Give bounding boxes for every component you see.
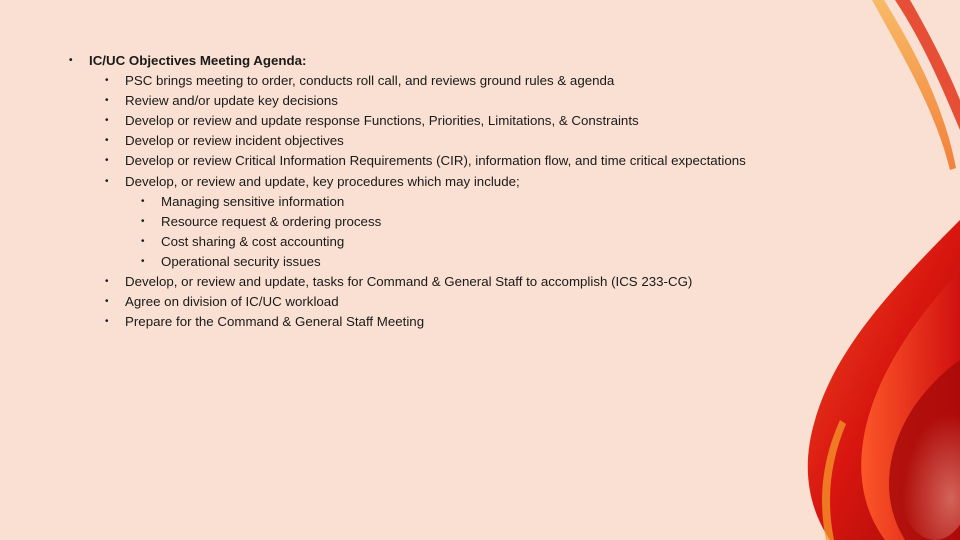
bullet: • bbox=[69, 55, 73, 66]
bullet: • bbox=[105, 296, 109, 308]
agenda-heading-line bbox=[62, 51, 822, 71]
bullet: • bbox=[141, 255, 145, 267]
bullet: • bbox=[105, 175, 109, 187]
agenda-item-text: Develop or review and update response Functions, Priorities, Limitations, & Constraints bbox=[125, 113, 639, 129]
bullet: • bbox=[141, 195, 145, 207]
agenda-item-text: Review and/or update key decisions bbox=[125, 93, 338, 109]
bullet: • bbox=[105, 95, 109, 107]
agenda-item bbox=[62, 131, 822, 151]
agenda-subitem bbox=[62, 252, 822, 272]
agenda-item-text: Develop, or review and update, tasks for Command & General Staff to accomplish (ICS 233-CG) bbox=[125, 274, 693, 290]
agenda-item-text: Develop or review incident objectives bbox=[125, 133, 344, 149]
agenda-item bbox=[62, 312, 822, 332]
bullet: • bbox=[105, 155, 109, 167]
agenda-heading: IC/UC Objectives Meeting Agenda: bbox=[89, 53, 307, 68]
bullet: • bbox=[105, 316, 109, 328]
bullet: • bbox=[105, 276, 109, 288]
agenda-item bbox=[62, 292, 822, 312]
agenda-subitem bbox=[62, 232, 822, 252]
agenda-item bbox=[62, 172, 822, 192]
agenda-item-text: PSC brings meeting to order, conducts roll call, and reviews ground rules & agenda bbox=[125, 73, 615, 89]
bullet: • bbox=[141, 235, 145, 247]
agenda-item-text: Prepare for the Command & General Staff Meeting bbox=[125, 314, 425, 330]
agenda-item-text: Develop or review Critical Information Requirements (CIR), information flow, and time critical expectations bbox=[125, 153, 746, 169]
agenda-item bbox=[62, 111, 822, 131]
agenda-subitem bbox=[62, 212, 822, 232]
bullet: • bbox=[105, 75, 109, 87]
agenda-item bbox=[62, 91, 822, 111]
agenda-item bbox=[62, 151, 822, 171]
bullet: • bbox=[105, 135, 109, 147]
agenda-item bbox=[62, 272, 822, 292]
agenda-item-text: Agree on division of IC/UC workload bbox=[125, 294, 339, 310]
agenda-item-text: Develop, or review and update, key procedures which may include; bbox=[125, 173, 520, 189]
agenda-subitem-text: Managing sensitive information bbox=[161, 193, 345, 209]
bullet: • bbox=[105, 115, 109, 127]
agenda-item bbox=[62, 71, 822, 91]
agenda-subitem-text: Resource request & ordering process bbox=[161, 213, 382, 229]
agenda-text-block bbox=[62, 51, 822, 332]
bullet: • bbox=[141, 215, 145, 227]
agenda-subitem-text: Operational security issues bbox=[161, 253, 321, 269]
agenda-subitem-text: Cost sharing & cost accounting bbox=[161, 233, 345, 249]
agenda-subitem bbox=[62, 192, 822, 212]
